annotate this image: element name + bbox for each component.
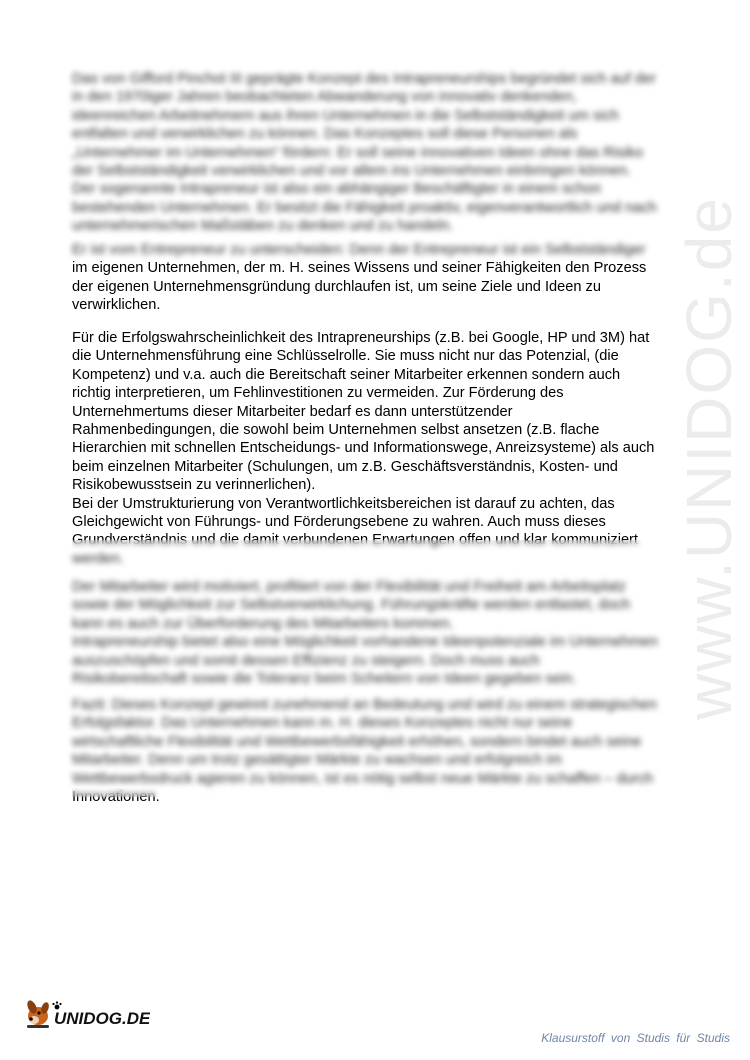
paragraph-intro-blurred — [72, 70, 677, 236]
paragraph-benefits-blurred — [72, 578, 677, 688]
text-line: der eigenen Unternehmensgründung durchlaufen ist, um seine Ziele und Ideen zu — [72, 278, 601, 295]
paragraph-success-factors — [72, 329, 677, 568]
paragraph-entrepreneur — [72, 241, 677, 315]
footer-tagline: Klausurstoff von Studis für Studis — [541, 1031, 730, 1045]
text-line: Risikobewusstsein zu verinnerlichen). — [72, 477, 316, 494]
text-line: Wettbewerbsdruck agieren zu können, ist es nötig selbst neue Märkte zu schaffen – durch — [72, 770, 654, 787]
half-blurred-line — [72, 788, 677, 806]
text-line: bestehenden Unternehmen. Er besitzt die Fähigkeit proaktiv, eigenverantwortlich und nach — [72, 199, 657, 216]
text-line: sowie der Möglichkeit zur Selbstverwirklichung. Führungskräfte werden entlastet, doch — [72, 597, 631, 614]
text-line: im eigenen Unternehmen, der m. H. seines Wissens und seiner Fähigkeiten den Prozess — [72, 260, 647, 277]
logo-wordmark: UNIDOG.DE — [54, 1009, 150, 1028]
text-line: Innovationen. — [72, 789, 160, 806]
text-line: die Unternehmensführung eine Schlüsselrolle. Sie muss nicht nur das Potenzial, (die — [72, 348, 619, 365]
text-line: kann es auch zur Überforderung des Mitarbeiters kommen. — [72, 615, 454, 632]
paragraph-conclusion-blurred — [72, 696, 677, 806]
text-line: entfalten und verwirklichen zu können. Das Konzeptes soll diese Personen als — [72, 126, 578, 143]
text-line: der Selbstständigkeit verwirklichen und vor allem ins Unternehmen einbringen können. — [72, 163, 631, 180]
text-line: Hierarchien mit schnellen Entscheidungs- und Informationswege, Anreizsysteme) als auch — [72, 440, 655, 457]
text-line: Intrapreneurship bietet also eine Möglichkeit vorhandene Ideenpotenziale im Unternehmen — [72, 634, 658, 651]
text-line: Der sogenannte Intrapreneur ist also ein abhängiger Beschäftigter in einem schon — [72, 181, 601, 198]
unidog-logo — [24, 996, 150, 1030]
text-line: Rahmenbedingungen, die sowohl beim Unternehmen selbst ansetzen (z.B. flache — [72, 422, 600, 439]
text-line-blurred: Er ist vom Entrepreneur zu unterscheiden: Denn der Entrepreneur ist ein Selbstständiger — [72, 242, 646, 258]
text-line: verwirklichen. — [72, 297, 161, 314]
text-line: Erfolgsfaktor. Das Unternehmen kann m. H. dieses Konzeptes nicht nur seine — [72, 715, 573, 732]
text-line: Risikobereitschaft sowie die Toleranz beim Scheitern von Ideen gegeben sein. — [72, 671, 577, 688]
text-line: Kompetenz) und v.a. auch die Bereitschaft seiner Mitarbeiter erkennen sondern auch — [72, 366, 621, 383]
text-line: Mitarbeiter. Denn um trotz gesättigter Märkte zu wachsen und erfolgreich im — [72, 752, 562, 769]
text-line: ideenreichen Arbeitnehmern aus ihren Unternehmen in die Selbstständigkeit um sich — [72, 107, 619, 124]
watermark-text: www.UNIDOG.de — [673, 196, 745, 720]
text-line: wirtschaftliche Flexibilität und Wettbewerbsfähigkeit erhöhen, sondern bindet auch seine — [72, 733, 642, 750]
blur-overlay — [72, 788, 677, 797]
text-line: Für die Erfolgswahrscheinlichkeit des Intrapreneurships (z.B. bei Google, HP und 3M) hat — [72, 330, 650, 346]
text-line: in den 1970iger Jahren beobachteten Abwanderung von innovativ denkenden, — [72, 89, 577, 106]
text-line-blurred: werden. — [72, 550, 124, 567]
text-line: Fazit: Dieses Konzept gewinnt zunehmend an Bedeutung und wird zu einem strategischen — [72, 697, 657, 713]
text-line: richtig interpretieren, um Fehlinvestitionen zu vermeiden. Zur Förderung des — [72, 385, 564, 402]
text-line: Unternehmertums dieser Mitarbeiter bedarf es dann unterstützender — [72, 403, 513, 420]
dog-logo-icon — [24, 996, 150, 1030]
text-line: auszuschöpfen und somit dessen Effizienz zu steigern. Doch muss auch — [72, 652, 540, 669]
half-blurred-line — [72, 531, 677, 549]
text-line: unternehmerischen Maßstäben zu denken und zu handeln. — [72, 218, 454, 235]
text-line: „Unternehmer im Unternehmen“ fördern: Er soll seine innovativen Ideen ohne das Risiko — [72, 144, 644, 161]
text-line: Der Mitarbeiter wird motiviert, profitiert von der Flexibilität und Freiheit am Arbeitsplatz — [72, 579, 626, 595]
text-line: Gleichgewicht von Führungs- und Förderungsebene zu wahren. Auch muss dieses — [72, 514, 606, 531]
text-line: Grundverständnis und die damit verbundenen Erwartungen offen und klar kommuniziert — [72, 532, 638, 549]
text-line: Bei der Umstrukturierung von Verantwortlichkeitsbereichen ist darauf zu achten, das — [72, 495, 615, 512]
text-line: Das von Gifford Pinchot III geprägte Konzept des Intrapreneurships begründet sich auf der — [72, 71, 656, 87]
text-line: beim einzelnen Mitarbeiter (Schulungen, um z.B. Geschäftsverständnis, Kosten- und — [72, 458, 618, 475]
